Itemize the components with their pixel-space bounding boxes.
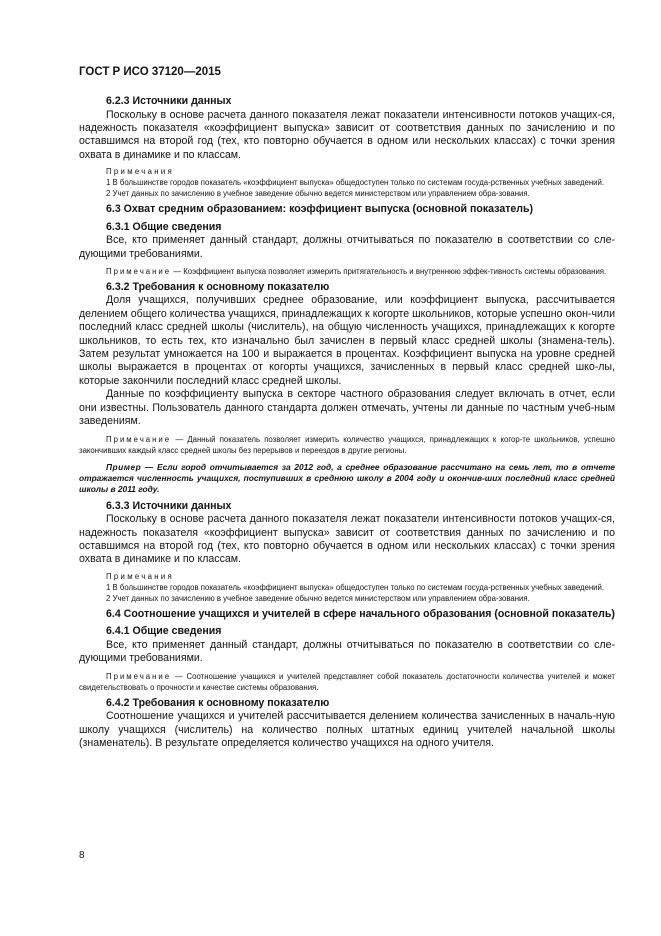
note-lead: Примечание [106, 434, 172, 444]
notes-label: Примечания [106, 571, 175, 581]
paragraph: Доля учащихся, получивших среднее образование, или коэффициент выпуска, рассчитывается делением общего количества учащихся, принадлежащих к когорте школьников, которые успешно окон-чили последний класс средней школы (числитель), на общую численность учащихся, принадлежащих к когорте школьников, то есть тех, кто изначально был зачислен в первый класс средней школы (знамена-тель). Затем результат умножается на 100 и выражается в процентах. Коэффициент выпуска на уровне средней школы выражается в процентах от когорты учащихся, зачисленных в первый класс средней шко-лы, которые закончили последний класс средней школы. [79, 294, 615, 387]
paragraph: Данные по коэффициенту выпуска в секторе частного образования следует включать в отчет, если они известны. Пользователь данного стандарта должен отмечать, учтены ли данные по частным учеб-ным заведениям. [79, 388, 615, 428]
note [79, 266, 615, 277]
paragraph: Соотношение учащихся и учителей рассчитывается делением количества зачисленных в началь-ную школу учащихся (числитель) на количество полных штатных единиц учителей начальной школы (знаменатель). В результате определяется количество учащихся на одного учителя. [79, 710, 615, 749]
paragraph: Поскольку в основе расчета данного показателя лежат показатели интенсивности потоков учащих-ся, надежность показателя «коэффициент выпуска» зависит от соответствия данных по зачислению и по оставшимся на второй год (тех, кто повторно обучается в одном или нескольких классах) с точки зрения охвата в динамике и по классам. [79, 513, 615, 566]
note-text: — Соотношение учащихся и учителей представляет собой показатель достаточности количества учителей и может свидетельствовать о прочности и качестве системы образования. [79, 671, 615, 692]
paragraph: Все, кто применяет данный стандарт, должны отчитываться по показателю в соответствии со сле-дующими требованиями. [79, 234, 615, 260]
heading-6-4-2: 6.4.2 Требования к основному показателю [106, 696, 330, 709]
note-lead: Примечание [106, 671, 172, 681]
note-2: 2 Учет данных по зачислению в учебное заведение обычно ведется министерством или управлением обра-зования. [106, 593, 530, 603]
paragraph: Все, кто применяет данный стандарт, должны отчитываться по показателю в соответствии со сле-дующими требованиями. [79, 638, 615, 665]
heading-6-2-3: 6.2.3 Источники данных [106, 95, 232, 107]
note-1: 1 В большинстве городов показатель «коэффициент выпуска» общедоступен только по системам госуда-рственных учебных заведений. [106, 582, 605, 592]
heading-6-3-1: 6.3.1 Общие сведения [106, 220, 222, 233]
note-text: — Данный показатель позволяет измерить количество учащихся, принадлежащих к когор-те школьников, успешно закончивших каждый класс средней школы без перерывов и переездов в другие регионы. [79, 434, 615, 455]
paragraph: Поскольку в основе расчета данного показателя лежат показатели интенсивности потоков учащих-ся, надежность показателя «коэффициент выпуска» зависит от соответствия данных по зачислению и по оставшимся на второй год (тех, кто повторно обучается в одном или нескольких классах) с точки зрения охвата в динамике и по классам. [79, 108, 615, 161]
example-text: — Если город отчитывается за 2012 год, а среднее образование рассчитано на семь лет, то в отчете отражается численность учащихся, поступивших в среднюю школу в 2004 году и окончив-ших последний класс средней школы в 2011 году. [79, 461, 615, 495]
note [79, 671, 615, 693]
note-lead: Примечание [106, 266, 172, 276]
heading-6-4-1: 6.4.1 Общие сведения [106, 625, 222, 638]
page-number: 8 [79, 850, 85, 861]
heading-6-4: 6.4 Соотношение учащихся и учителей в сфере начального образования (основной показатель) [106, 607, 615, 620]
note [79, 434, 615, 456]
note-1: 1 В большинстве городов показатель «коэффициент выпуска» общедоступен только по системам госуда-рственных учебных заведений. [106, 178, 605, 188]
example [79, 462, 615, 496]
note-2: 2 Учет данных по зачислению в учебное заведение обычно ведется министерством или управлением обра-зования. [106, 189, 530, 199]
example-lead: Пример [106, 461, 142, 472]
notes-label: Примечания [106, 167, 175, 177]
standard-header: ГОСТ Р ИСО 37120—2015 [79, 66, 221, 78]
heading-6-3: 6.3 Охват средним образованием: коэффициент выпуска (основной показатель) [106, 203, 534, 216]
page-content [79, 95, 615, 750]
heading-6-3-3: 6.3.3 Источники данных [106, 499, 232, 512]
note-text: — Коэффициент выпуска позволяет измерить притягательность и внутреннюю эффек-тивность системы образования. [171, 266, 607, 276]
heading-6-3-2: 6.3.2 Требования к основному показателю [106, 280, 330, 293]
